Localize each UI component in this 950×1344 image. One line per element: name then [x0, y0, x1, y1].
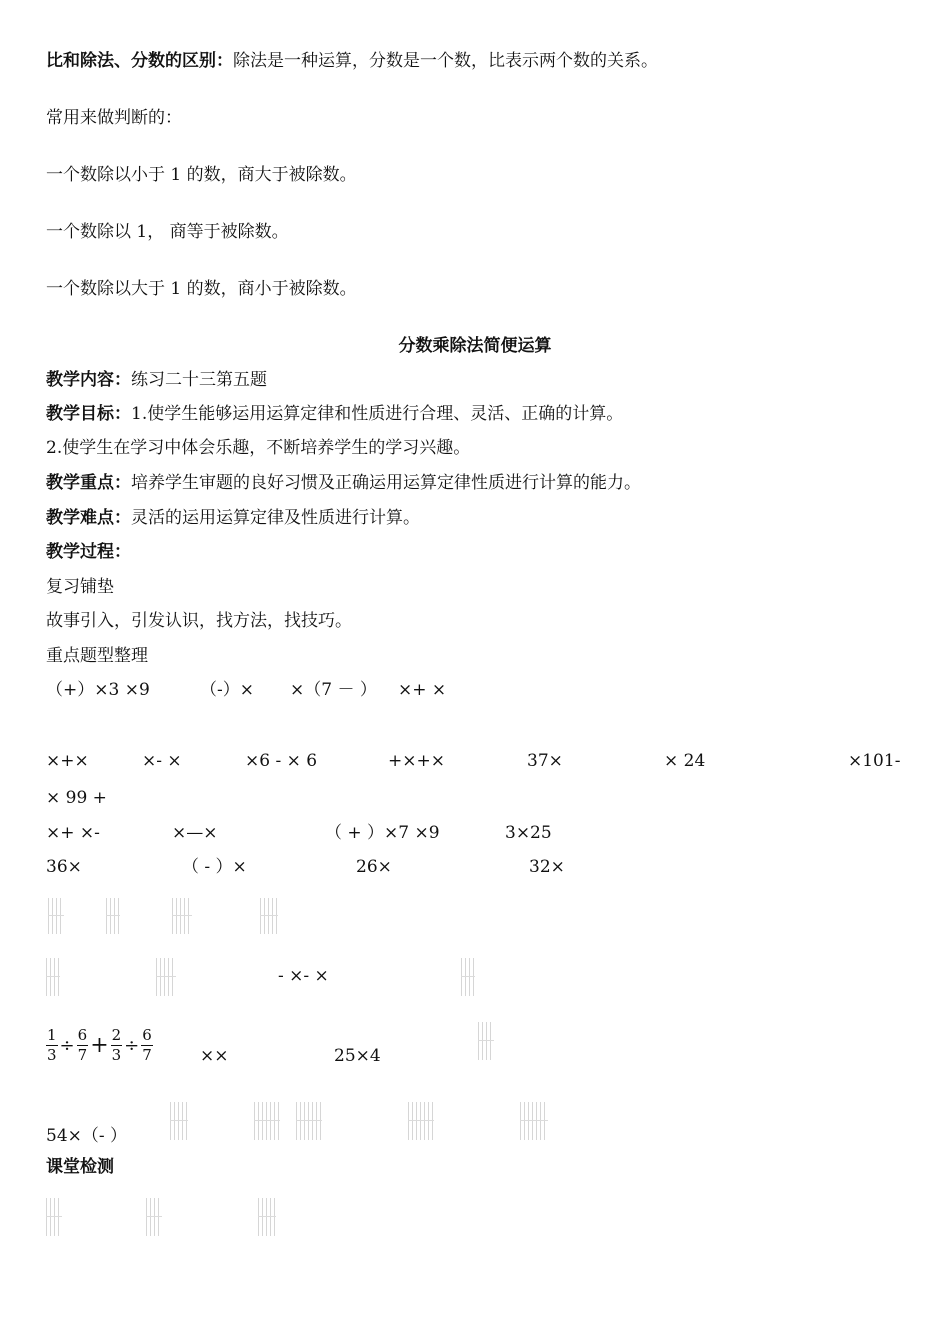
content-line — [46, 372, 267, 389]
faint-fraction-image — [254, 1102, 280, 1140]
faint-fraction-image — [260, 898, 278, 934]
exercise-r2-1: ×+× — [46, 751, 89, 771]
faint-fraction-image — [478, 1022, 494, 1060]
exercise-r4-4: 32× — [529, 857, 565, 877]
exercise-r1-1: （+）×3 ×9 — [46, 680, 150, 700]
goal-line — [46, 406, 623, 423]
exercise-r7-1: ×× — [200, 1046, 229, 1066]
intro-line — [46, 53, 658, 70]
exercise-r2-7: ×101- — [848, 751, 901, 771]
faint-fraction-image — [106, 898, 120, 934]
content-text: 练习二十三第五题 — [131, 370, 267, 390]
fraction-expression: $\frac{1}{3}$ ÷ $\frac{6}{7}$ + $\frac{2}{3}$ ÷ $\frac{6}{7}$ — [47, 1026, 152, 1064]
exercise-r1-4: ×+ × — [398, 680, 447, 700]
goal-label: 教学目标： — [46, 404, 131, 424]
difficult-text: 灵活的运用运算定律及性质进行计算。 — [131, 508, 420, 528]
faint-fraction-image — [258, 1198, 276, 1236]
exercise-r2-4: +×+× — [388, 751, 445, 771]
faint-fraction-image — [146, 1198, 162, 1236]
exercise-r2-6: × 24 — [664, 751, 706, 771]
exercise-r3-2: ×—× — [172, 823, 218, 843]
step-3: 重点题型整理 — [46, 646, 148, 666]
exercise-r3-3: （ + ）×7 ×9 — [325, 823, 440, 843]
step-1: 复习铺垫 — [46, 577, 114, 597]
faint-fraction-image — [520, 1102, 548, 1140]
rule-3: 一个数除以大于 1 的数，商小于被除数。 — [46, 279, 357, 299]
exercise-r2-cont: × 99 + — [46, 788, 107, 808]
exercise-r6-1: - ×- × — [278, 966, 329, 986]
faint-fraction-image — [296, 1102, 322, 1140]
faint-fraction-image — [170, 1102, 188, 1140]
faint-fraction-image — [408, 1102, 434, 1140]
exercise-r4-1: 36× — [46, 857, 82, 877]
fraction: $\frac{2}{3}$ — [111, 1026, 122, 1064]
exercise-r3-4: 3×25 — [505, 823, 552, 843]
rule-2: 一个数除以 1， 商等于被除数。 — [46, 222, 289, 242]
exercise-r4-2: （ - ）× — [182, 857, 247, 877]
exercise-r8-1: 54×（- ） — [46, 1126, 128, 1146]
faint-fraction-image — [172, 898, 192, 934]
faint-fraction-image — [46, 1198, 62, 1236]
check-title: 课堂检测 — [46, 1157, 114, 1177]
goal-1: 1.使学生能够运用运算定律和性质进行合理、灵活、正确的计算。 — [131, 404, 624, 424]
intro-note: 常用来做判断的： — [46, 108, 182, 128]
difficult-line — [46, 510, 420, 527]
faint-fraction-image — [48, 898, 64, 934]
faint-fraction-image — [461, 958, 475, 996]
exercise-r2-2: ×- × — [142, 751, 182, 771]
fraction: $\frac{1}{3}$ — [47, 1026, 57, 1064]
goal-2: 2.使学生在学习中体会乐趣，不断培养学生的学习兴趣。 — [46, 438, 471, 458]
content-label: 教学内容： — [46, 370, 131, 390]
key-text: 培养学生审题的良好习惯及正确运用运算定律性质进行计算的能力。 — [131, 473, 641, 493]
intro-heading: 比和除法、分数的区别： — [46, 51, 233, 71]
step-2: 故事引入，引发认识，找方法，找技巧。 — [46, 611, 352, 631]
difficult-label: 教学难点： — [46, 508, 131, 528]
exercise-r2-3: ×6 - × 6 — [245, 751, 318, 771]
intro-text: 除法是一种运算，分数是一个数，比表示两个数的关系。 — [233, 51, 658, 71]
faint-fraction-image — [46, 958, 60, 996]
exercise-r3-1: ×+ ×- — [46, 823, 100, 843]
key-line — [46, 475, 641, 492]
fraction: $\frac{6}{7}$ — [77, 1026, 88, 1064]
lesson-title: 分数乘除法简便运算 — [398, 336, 552, 356]
exercise-r1-3: ×（7 － ） — [290, 680, 377, 700]
fraction: $\frac{6}{7}$ — [142, 1026, 152, 1064]
process-label: 教学过程： — [46, 542, 131, 562]
faint-fraction-image — [156, 958, 176, 996]
exercise-r7-2: 25×4 — [334, 1046, 381, 1066]
exercise-r1-2: （-）× — [200, 680, 254, 700]
exercise-r2-5: 37× — [527, 751, 563, 771]
key-label: 教学重点： — [46, 473, 131, 493]
rule-1: 一个数除以小于 1 的数，商大于被除数。 — [46, 165, 357, 185]
exercise-r4-3: 26× — [356, 857, 392, 877]
